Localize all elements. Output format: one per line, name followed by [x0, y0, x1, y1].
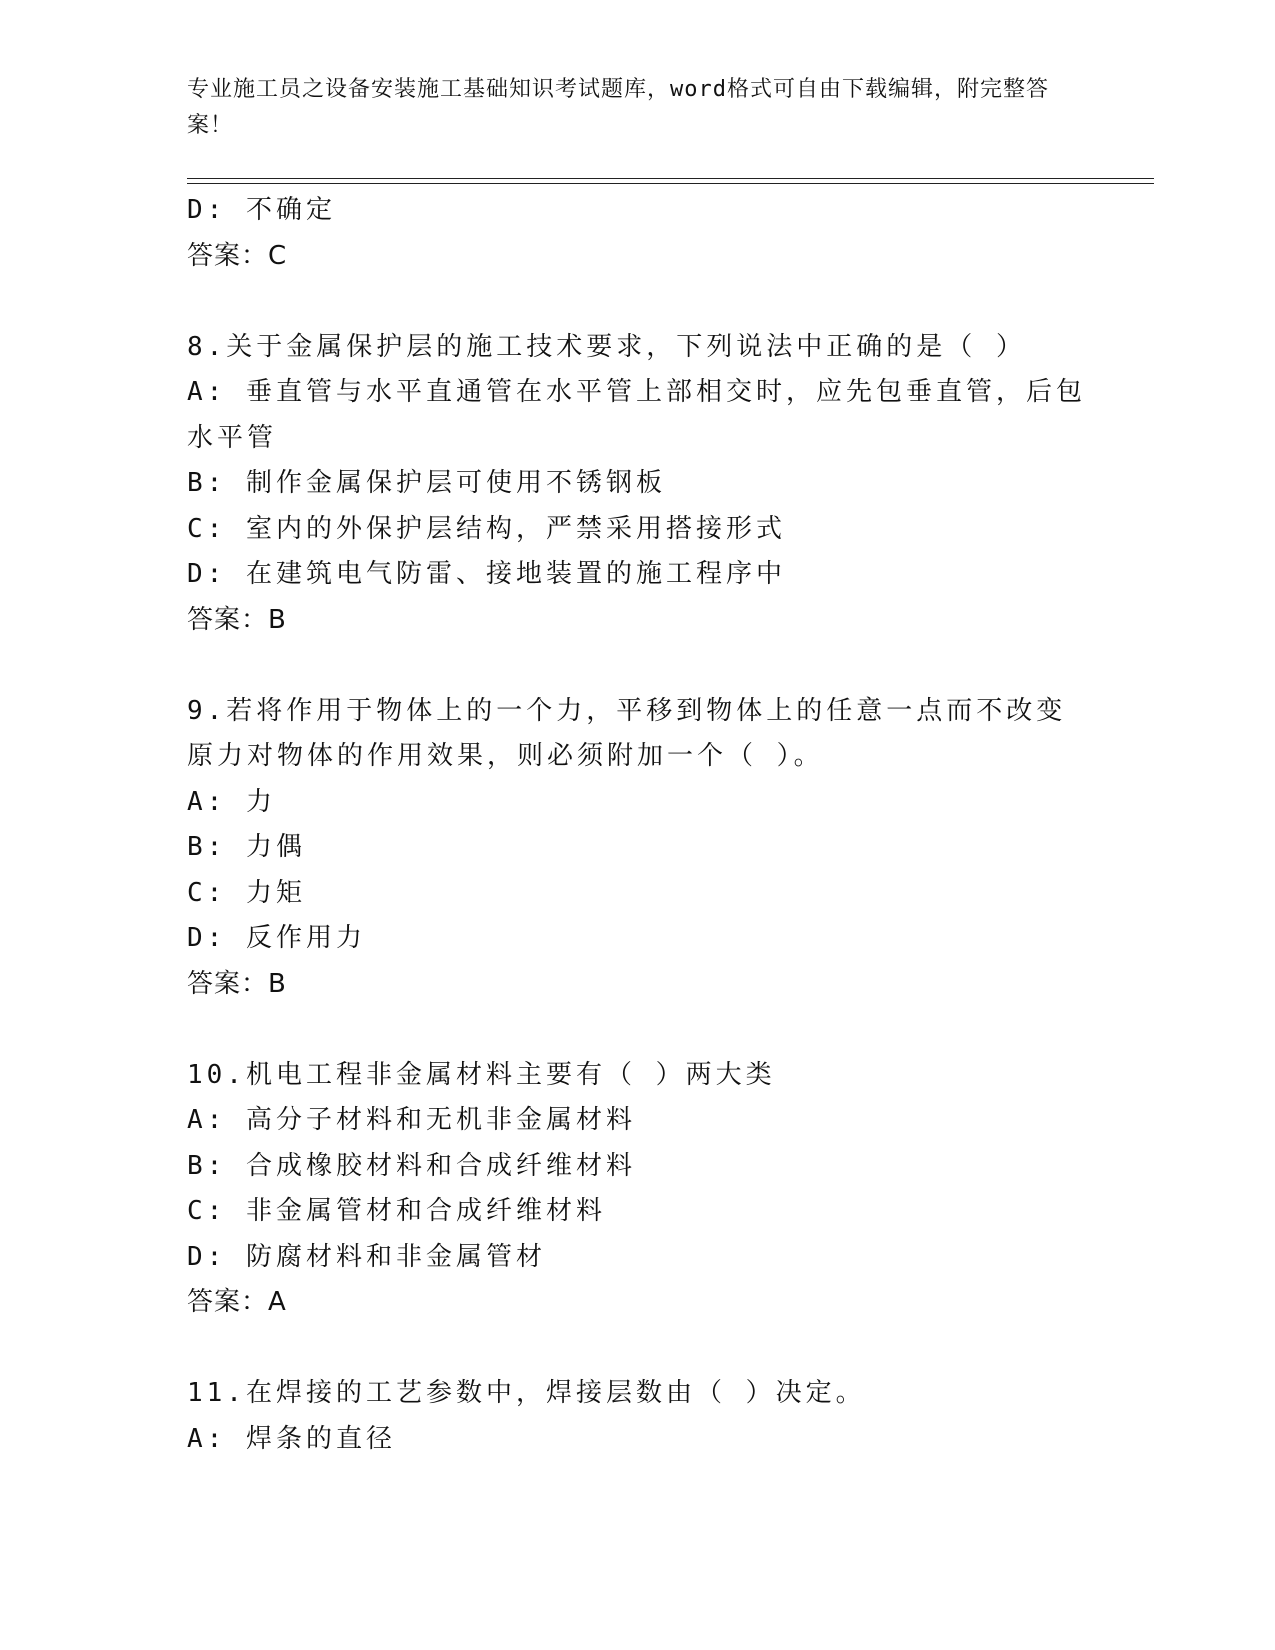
option-line: A: 高分子材料和无机非金属材料 — [187, 1105, 636, 1135]
question-item — [187, 325, 1087, 644]
option-line: A: 力 — [187, 786, 276, 817]
header-divider-top — [187, 178, 1154, 179]
option-line: A: 垂直管与水平直通管在水平管上部相交时，应先包垂直管，后包水平管 — [187, 377, 1086, 453]
question-item — [187, 689, 1087, 1008]
question-list — [187, 188, 1087, 1462]
answer-line: 答案：B — [187, 968, 287, 999]
option-line: D: 防腐材料和非金属管材 — [187, 1241, 546, 1272]
option-line: A: 焊条的直径 — [187, 1423, 396, 1454]
option-line: D: 反作用力 — [187, 923, 366, 953]
answer-line: 答案：A — [187, 1287, 287, 1317]
option-line: C: 非金属管材和合成纤维材料 — [187, 1196, 606, 1226]
question-item — [187, 1371, 1087, 1462]
option-line: D: 不确定 — [187, 195, 336, 225]
question-stem: 10.机电工程非金属材料主要有（ ）两大类 — [187, 1059, 776, 1090]
option-line: B: 制作金属保护层可使用不锈钢板 — [187, 468, 666, 498]
spacer — [187, 1007, 1087, 1053]
option-line: C: 力矩 — [187, 877, 306, 908]
option-line: D: 在建筑电气防雷、接地装置的施工程序中 — [187, 559, 786, 589]
answer-line: 答案：B — [187, 604, 287, 635]
question-stem: 11.在焊接的工艺参数中，焊接层数由（ ）决定。 — [187, 1378, 866, 1408]
header-divider-bottom — [187, 183, 1154, 184]
question-item — [187, 1053, 1087, 1326]
option-line: B: 力偶 — [187, 832, 306, 862]
option-line: B: 合成橡胶材料和合成纤维材料 — [187, 1150, 636, 1181]
document-header: 专业施工员之设备安装施工基础知识考试题库，word格式可自由下载编辑，附完整答案！ — [187, 77, 1049, 138]
option-line: C: 室内的外保护层结构，严禁采用搭接形式 — [187, 513, 786, 544]
spacer — [187, 1326, 1087, 1372]
question-stem: 8.关于金属保护层的施工技术要求，下列说法中正确的是（ ） — [187, 331, 1026, 362]
answer-line: 答案：C — [187, 240, 288, 271]
spacer — [187, 643, 1087, 689]
question-stem: 9.若将作用于物体上的一个力，平移到物体上的任意一点而不改变原力对物体的作用效果，则必须附加一个（ ）。 — [187, 695, 1067, 771]
spacer — [187, 279, 1087, 325]
